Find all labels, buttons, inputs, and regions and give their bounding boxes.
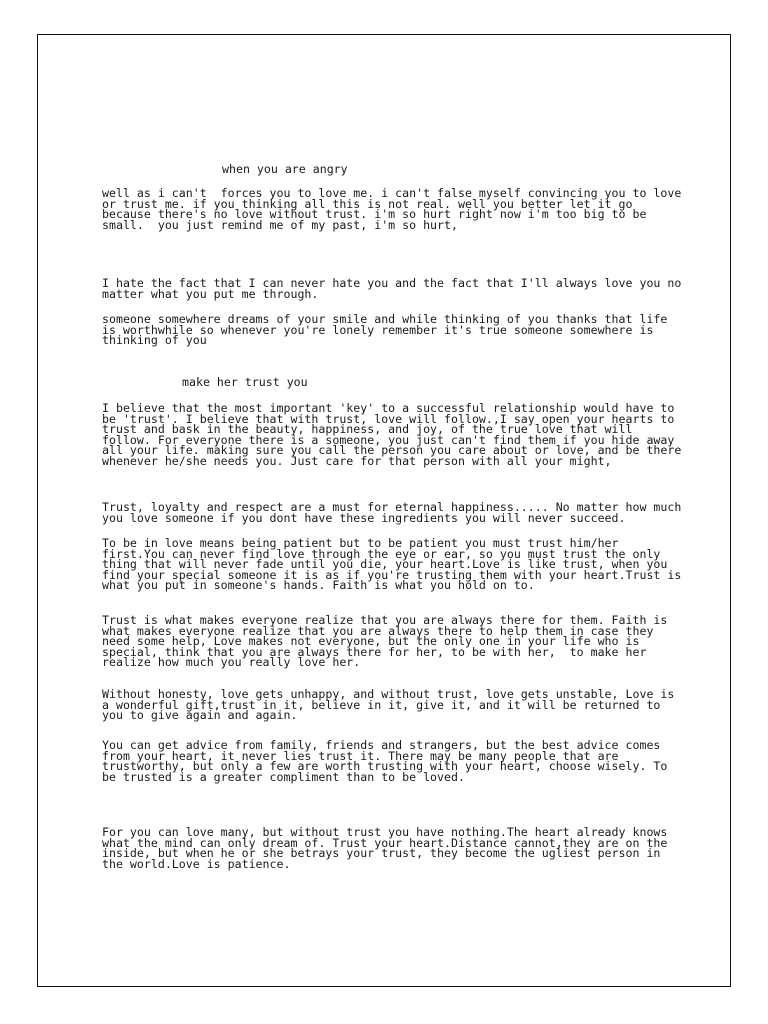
paragraph-9: You can get advice from family, friends and strangers, but the best advice comes from your heart, it never lies trust it. There may be many people that are trustworthy, but only a few are worth trusting with your heart, choose wisely. To be trusted is a greater compliment than to be loved.	[102, 738, 668, 784]
paragraph-8: Without honesty, love gets unhappy, and without trust, love gets unstable, Love is a wonderful gift,trust in it, believe in it, give it, and it will be returned to you to give again and again.	[102, 687, 675, 722]
paragraph-10: For you can love many, but without trust you have nothing.The heart already knows what the mind can only dream of. Trust your heart.Distance cannot,they are on the inside, but when he or she betrays your trust, they become the ugliest person in the world.Love is patience.	[102, 825, 668, 871]
paragraph-7: Trust is what makes everyone realize that you are always there for them. Faith is what makes everyone realize that you are always there to help them in case they need some help, Love makes not everyone, but the only one in your life who is special, think that you are always there for her, to be with her, to make her realize how much you really love her.	[102, 613, 668, 669]
paragraph-1: well as i can't forces you to love me. i can't false myself convincing you to love or trust me. if you thinking all this is not real. well you better let it go because there's no love without trust. i'm so hurt right now i'm too big to be small. you just remind me of my past, i'm so hurt,	[102, 186, 682, 232]
paragraph-4: I believe that the most important 'key' to a successful relationship would have to be 'trust'. I believe that with trust, love will follow.,I say open your hearts to trust and bask in the beauty, happiness, and joy, of the true love that will follow. For everyone there is a someone, you just can't find them if you hide away all your life. making sure you call the person you care about or love, and be there whenever he/she needs you. Just care for that person with all your might,	[102, 401, 682, 468]
heading-make-her-trust-you: make her trust you	[182, 375, 308, 389]
paragraph-3: someone somewhere dreams of your smile and while thinking of you thanks that life is worthwhile so whenever you're lonely remember it's true someone somewhere is thinking of you	[102, 312, 668, 347]
paragraph-5: Trust, loyalty and respect are a must for eternal happiness..... No matter how much you love someone if you dont have these ingredients you will never succeed.	[102, 500, 682, 525]
paragraph-6: To be in love means being patient but to be patient you must trust him/her first.You can never find love through the eye or ear, so you must trust the only thing that will never fade until you die, your heart.Love is like trust, when you find your special someone it is as if you're trusting them with your heart.Trust is what you put in someone's hands. Faith is what you hold on to.	[102, 536, 682, 592]
heading-when-you-are-angry: when you are angry	[222, 162, 348, 176]
paragraph-2: I hate the fact that I can never hate you and the fact that I'll always love you no matter what you put me through.	[102, 276, 682, 301]
